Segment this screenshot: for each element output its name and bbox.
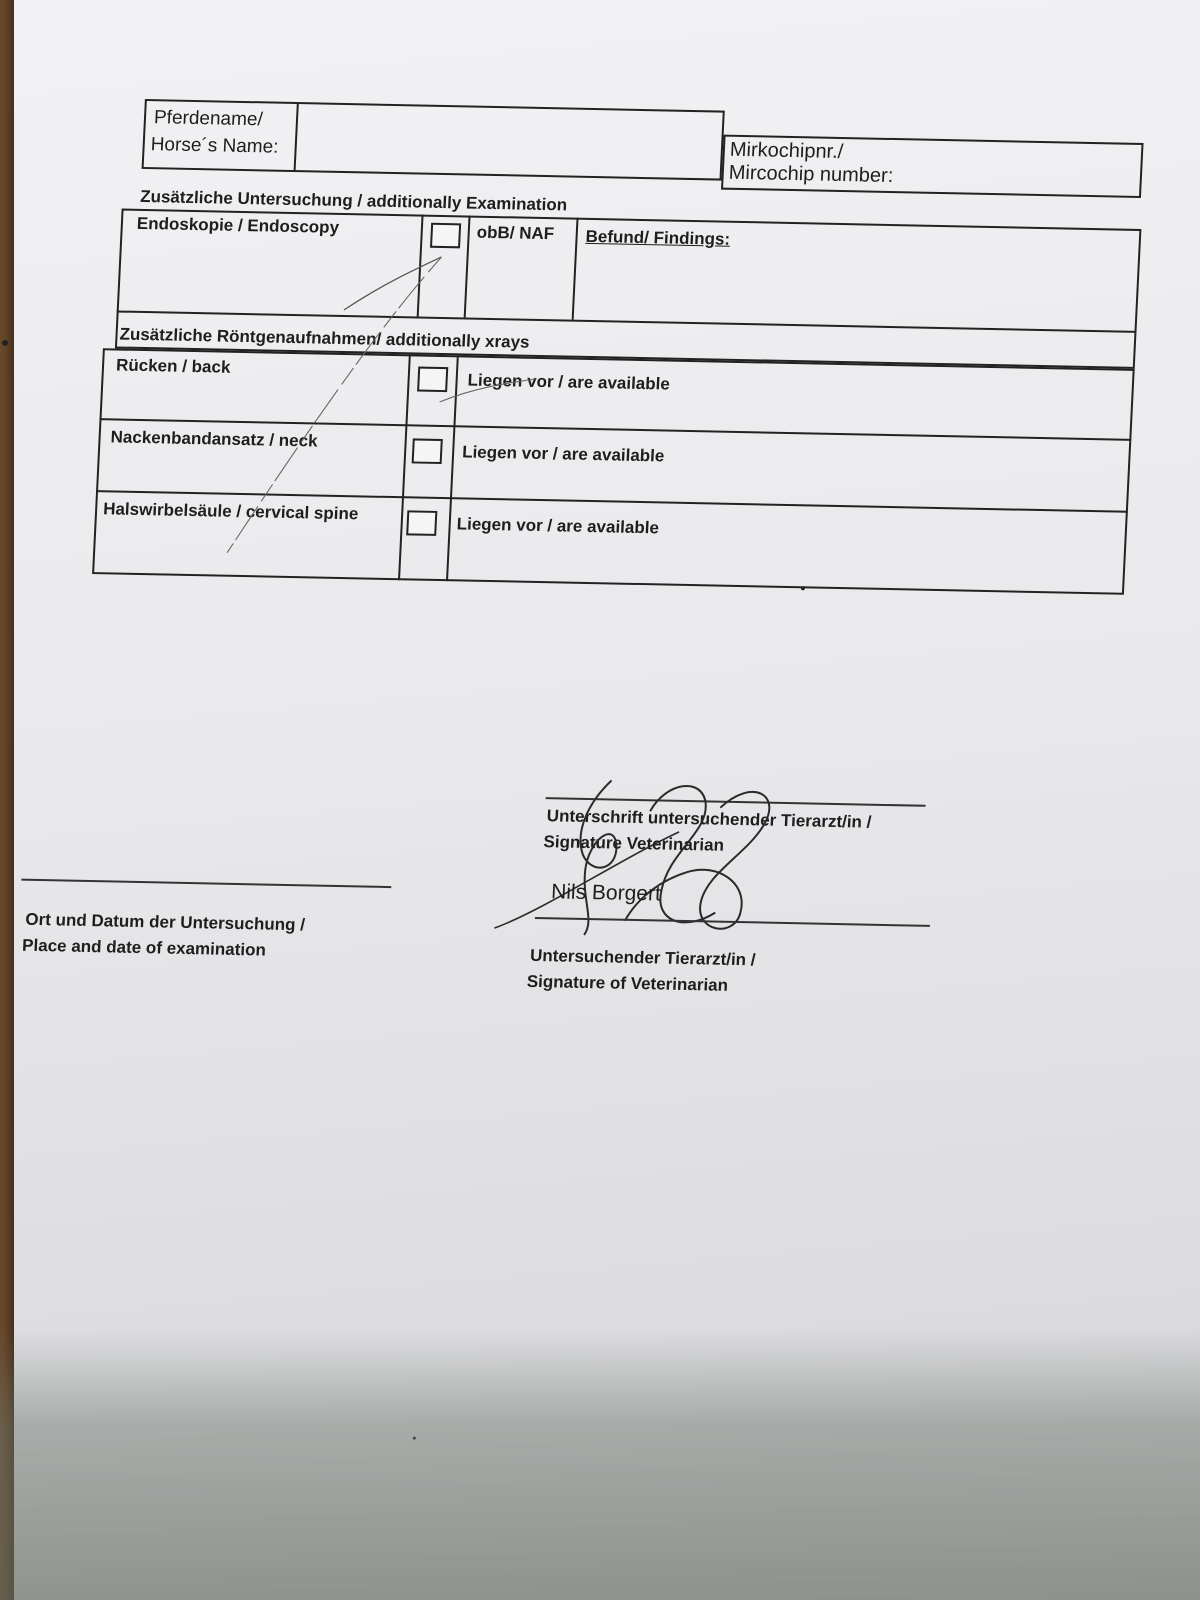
endoscopy-section-title: Zusätzliche Untersuchung / additionally Examination: [139, 186, 568, 215]
endoscopy-naf-label: obB/ NAF: [476, 222, 555, 244]
xray-row-3-label: Halswirbelsäule / cervical spine: [102, 499, 359, 524]
vet-label-de: Untersuchender Tierarzt/in /: [529, 945, 756, 970]
paper-speck: [2, 340, 8, 346]
paper-speck: [801, 586, 805, 590]
place-date-label-de: Ort und Datum der Untersuchung /: [24, 909, 306, 935]
horse-name-label-de: Pferdename/: [153, 107, 264, 131]
signature-label-en: Signature Veterinarian: [543, 832, 725, 855]
microchip-label-en: Mircochip number:: [728, 161, 894, 188]
xray-section-title: Zusätzliche Röntgenaufnahmen/ additionally xrays: [119, 324, 530, 352]
endoscopy-row-label: Endoskopie / Endoscopy: [136, 213, 340, 237]
paper-speck: [413, 1437, 416, 1440]
xray-row-1-label: Rücken / back: [115, 355, 231, 377]
xray-row-2-status: Liegen vor / are available: [461, 442, 665, 466]
xray-row-3-status: Liegen vor / are available: [456, 514, 660, 538]
veterinarian-signature: [483, 758, 813, 964]
horse-name-field[interactable]: [298, 106, 721, 176]
microchip-field[interactable]: [915, 142, 1137, 192]
strike-through-mark: [196, 222, 573, 589]
place-date-field[interactable]: [21, 839, 393, 884]
endoscopy-findings-label: Befund/ Findings:: [585, 226, 731, 249]
xray-row-2-label: Nackenbandansatz / neck: [110, 427, 319, 451]
endoscopy-findings-field[interactable]: [579, 252, 1132, 327]
place-date-label-en: Place and date of examination: [21, 935, 267, 960]
microchip-label-de: Mirkochipnr./: [729, 138, 844, 164]
vet-name: Nils Borgert: [550, 880, 662, 906]
xray-row-1-status: Liegen vor / are available: [467, 370, 671, 394]
signature-label-de: Unterschrift untersuchender Tierarzt/in /: [546, 806, 872, 832]
vet-label-en: Signature of Veterinarian: [526, 971, 729, 995]
horse-name-label-en: Horse´s Name:: [150, 134, 279, 158]
